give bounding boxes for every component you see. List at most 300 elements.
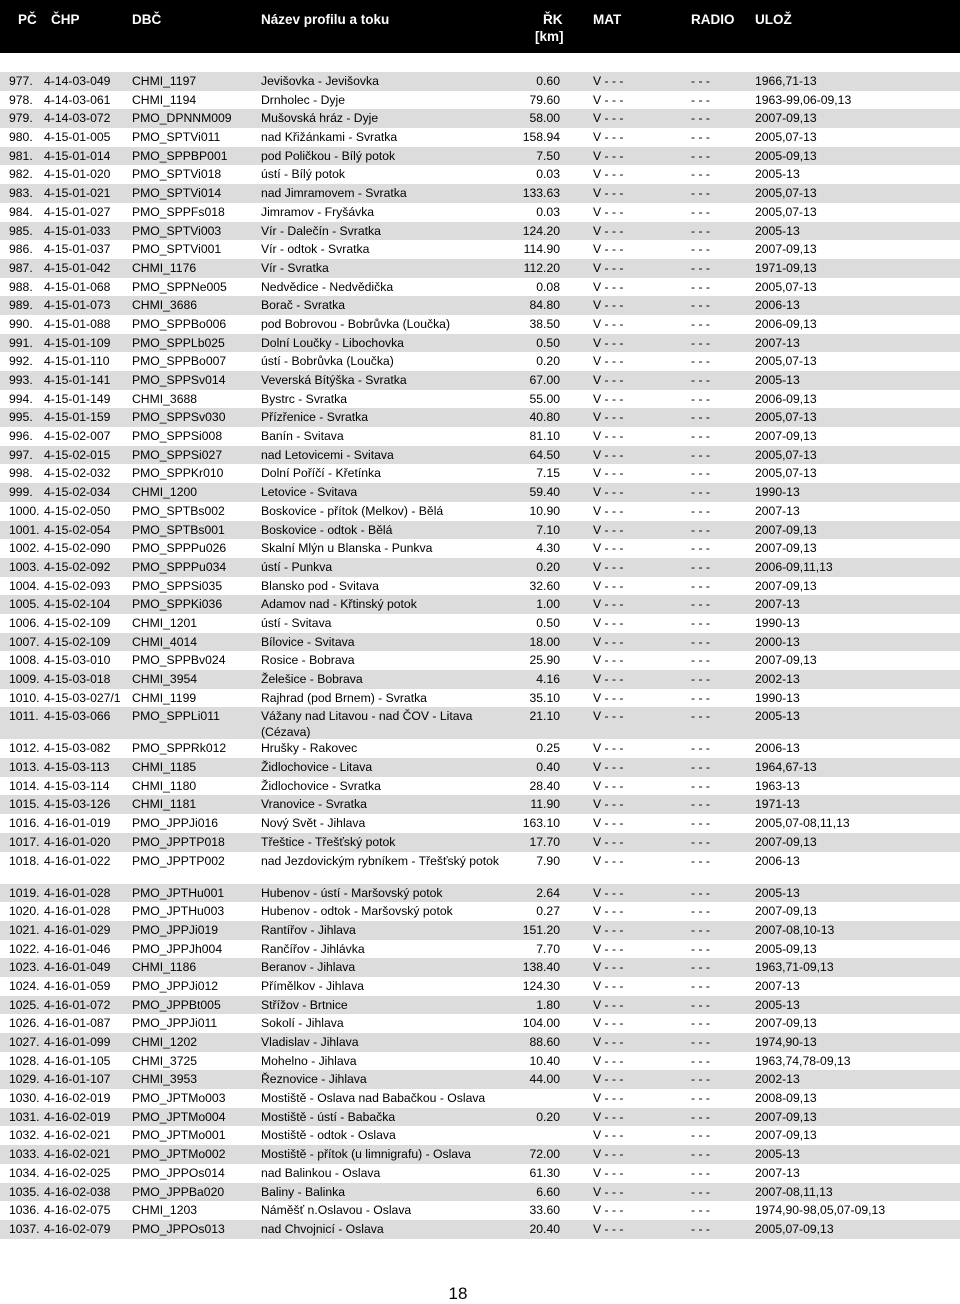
cell-radio: - - -: [691, 1203, 710, 1218]
cell-dbc: PMO_SPPNe005: [132, 279, 227, 294]
cell-nazev: Hubenov - ústí - Maršovský potok: [261, 885, 443, 900]
cell-pc: 993.: [9, 373, 33, 387]
cell-uloz: 2007-09,13: [755, 904, 817, 919]
cell-rk: 0.27: [536, 904, 560, 919]
header-rk-unit: [km]: [535, 29, 564, 44]
cell-nazev: Drnholec - Dyje: [261, 92, 345, 107]
cell-nazev: nad Jimramovem - Svratka: [261, 186, 407, 201]
cell-uloz: 2002-13: [755, 672, 800, 686]
cell-uloz: 2007-09,13: [755, 578, 817, 593]
cell-dbc: PMO_SPPLb025: [132, 335, 225, 350]
cell-chp: 4-14-03-061: [44, 92, 111, 107]
table-row: [0, 940, 960, 959]
cell-dbc: PMO_JPTMo004: [132, 1109, 226, 1124]
cell-dbc: PMO_SPPBP001: [132, 148, 228, 163]
cell-radio: - - -: [691, 223, 710, 238]
cell-uloz: 2005-13: [755, 885, 800, 900]
cell-dbc: PMO_JPPJh004: [132, 941, 223, 956]
cell-radio: - - -: [691, 373, 710, 387]
cell-chp: 4-14-03-072: [44, 111, 111, 126]
cell-chp: 4-16-02-019: [44, 1109, 111, 1124]
cell-radio: - - -: [691, 1165, 710, 1180]
cell-pc: 984.: [9, 204, 33, 219]
cell-rk: 124.20: [522, 223, 560, 238]
cell-mat: V - - -: [593, 559, 624, 574]
cell-chp: 4-15-01-149: [44, 391, 111, 406]
cell-rk: 0.25: [536, 741, 560, 756]
cell-radio: - - -: [691, 1053, 710, 1068]
cell-radio: - - -: [691, 503, 710, 518]
header-rk: ŘK: [543, 12, 563, 27]
cell-nazev: Letovice - Svitava: [261, 485, 358, 500]
cell-mat: V - - -: [593, 335, 624, 350]
cell-chp: 4-16-01-046: [44, 941, 111, 956]
cell-radio: - - -: [691, 242, 710, 257]
cell-nazev: Přízřenice - Svratka: [261, 410, 369, 425]
table-row: [0, 921, 960, 940]
cell-rk: 72.00: [529, 1147, 560, 1162]
cell-pc: 1006.: [9, 615, 40, 630]
cell-rk: 163.10: [522, 816, 560, 831]
table-row: [0, 203, 960, 222]
cell-chp: 4-15-02-109: [44, 615, 111, 630]
cell-mat: V - - -: [593, 298, 624, 313]
cell-rk: 0.40: [536, 760, 560, 775]
cell-dbc: CHMI_3953: [132, 1072, 198, 1087]
cell-pc: 1022.: [9, 941, 40, 956]
cell-dbc: PMO_SPPKi036: [132, 597, 223, 612]
cell-nazev: Bystrc - Svratka: [261, 391, 348, 406]
cell-dbc: PMO_SPPSv030: [132, 410, 226, 425]
cell-chp: 4-15-01-020: [44, 167, 111, 182]
table-row: [0, 577, 960, 596]
cell-pc: 986.: [9, 242, 33, 257]
cell-mat: V - - -: [593, 978, 624, 993]
cell-uloz: 1990-13: [755, 615, 800, 630]
table-header: [0, 0, 960, 53]
cell-radio: - - -: [691, 653, 710, 668]
cell-nazev: Bílovice - Svitava: [261, 634, 355, 649]
cell-nazev: nad Balinkou - Oslava: [261, 1165, 381, 1180]
cell-radio: - - -: [691, 797, 710, 812]
cell-dbc: PMO_SPTVi018: [132, 167, 222, 182]
cell-radio: - - -: [691, 1035, 710, 1049]
table-row: [0, 1183, 960, 1202]
cell-mat: V - - -: [593, 1221, 624, 1236]
cell-uloz: 2000-13: [755, 634, 800, 649]
cell-radio: - - -: [691, 672, 710, 686]
cell-uloz: 2007-09,13: [755, 541, 817, 556]
cell-pc: 1010.: [9, 690, 40, 705]
cell-radio: - - -: [691, 615, 710, 630]
cell-rk: 61.30: [529, 1165, 560, 1180]
cell-rk: 64.50: [529, 447, 560, 462]
cell-nazev: pod Poličkou - Bílý potok: [261, 148, 396, 163]
cell-chp: 4-15-03-113: [44, 760, 110, 775]
table-row: [0, 1070, 960, 1089]
cell-pc: 1028.: [9, 1053, 40, 1068]
cell-mat: V - - -: [593, 242, 624, 257]
cell-chp: 4-15-01-141: [44, 373, 111, 387]
table-row: [0, 1033, 960, 1052]
cell-chp: 4-16-02-038: [44, 1184, 111, 1199]
cell-chp: 4-15-02-054: [44, 522, 111, 537]
cell-radio: - - -: [691, 410, 710, 425]
cell-uloz: 2005-09,13: [755, 148, 817, 163]
cell-uloz: 2008-09,13: [755, 1091, 817, 1106]
cell-rk: 7.10: [536, 522, 560, 537]
cell-pc: 1005.: [9, 597, 40, 612]
cell-chp: 4-16-01-107: [44, 1072, 111, 1087]
cell-rk: 4.30: [536, 541, 560, 556]
cell-nazev: Nedvědice - Nedvědička: [261, 279, 394, 294]
cell-pc: 1012.: [9, 741, 40, 756]
cell-rk: 11.90: [530, 797, 560, 812]
cell-uloz: 2006-09,13: [755, 316, 817, 331]
cell-radio: - - -: [691, 1221, 710, 1236]
cell-pc: 978.: [9, 92, 33, 107]
table-row: [0, 777, 960, 796]
cell-rk: 4.16: [536, 672, 560, 686]
cell-nazev: Jimramov - Fryšávka: [261, 204, 375, 219]
cell-uloz: 1974,90-98,05,07-09,13: [755, 1203, 886, 1218]
cell-radio: - - -: [691, 279, 710, 294]
table-row: [0, 1126, 960, 1145]
cell-pc: 977.: [9, 74, 33, 88]
table-row: [0, 833, 960, 852]
header-pc: PČ: [18, 12, 37, 27]
cell-mat: V - - -: [593, 429, 624, 444]
cell-nazev: Skalní Mlýn u Blanska - Punkva: [261, 541, 433, 556]
cell-radio: - - -: [691, 760, 710, 775]
cell-dbc: CHMI_1194: [132, 92, 197, 107]
cell-pc: 994.: [9, 391, 33, 406]
cell-uloz: 2005,07-13: [755, 447, 817, 462]
cell-rk: 20.40: [529, 1221, 560, 1236]
cell-pc: 1001.: [9, 522, 40, 537]
cell-radio: - - -: [691, 741, 710, 756]
cell-nazev: Náměšť n.Oslavou - Oslava: [261, 1203, 412, 1218]
cell-uloz: 2005,07-13: [755, 279, 817, 294]
table-row: [0, 1145, 960, 1164]
cell-chp: 4-15-01-042: [44, 260, 111, 275]
cell-mat: V - - -: [593, 778, 624, 793]
cell-rk: 7.70: [536, 941, 560, 956]
cell-nazev: Přímělkov - Jihlava: [261, 978, 364, 993]
cell-rk: 0.50: [536, 615, 560, 630]
cell-uloz: 2006-09,13: [755, 391, 817, 406]
cell-nazev: Želešice - Bobrava: [261, 672, 363, 686]
table-row: [0, 614, 960, 633]
cell-dbc: CHMI_3688: [132, 391, 198, 406]
cell-chp: 4-15-03-082: [44, 741, 111, 756]
cell-radio: - - -: [691, 429, 710, 444]
cell-chp: 4-15-02-015: [44, 447, 111, 462]
cell-pc: 1021.: [9, 922, 40, 937]
cell-dbc: CHMI_1181: [132, 797, 197, 812]
cell-nazev: Vážany nad Litavou - nad ČOV - Litava (Cézava): [261, 709, 473, 740]
cell-uloz: 2006-13: [755, 741, 800, 756]
cell-radio: - - -: [691, 74, 710, 88]
cell-radio: - - -: [691, 1072, 710, 1087]
table-row: [0, 521, 960, 540]
cell-rk: 0.50: [536, 335, 560, 350]
cell-dbc: PMO_SPPPu034: [132, 559, 227, 574]
cell-nazev: ústí - Svitava: [261, 615, 332, 630]
cell-rk: 114.90: [523, 242, 560, 257]
cell-dbc: CHMI_1199: [132, 690, 197, 705]
cell-uloz: 2007-09,13: [755, 242, 817, 257]
table-row: [0, 334, 960, 353]
cell-nazev: Mostiště - přítok (u limnigrafu) - Oslava: [261, 1147, 471, 1162]
cell-mat: V - - -: [593, 760, 624, 775]
cell-rk: 0.03: [536, 167, 560, 182]
cell-rk: 2.64: [536, 885, 560, 900]
table-row: [0, 72, 960, 91]
cell-chp: 4-16-02-079: [44, 1221, 111, 1236]
cell-uloz: 2005,07-13: [755, 410, 817, 425]
table-row: [0, 427, 960, 446]
cell-dbc: PMO_SPPPu026: [132, 541, 227, 556]
cell-nazev: Mostiště - Oslava nad Babačkou - Oslava: [261, 1091, 486, 1106]
cell-mat: V - - -: [593, 578, 624, 593]
cell-nazev: Blansko pod - Svitava: [261, 578, 379, 593]
cell-rk: 104.00: [522, 1016, 560, 1031]
cell-nazev: nad Chvojnicí - Oslava: [261, 1221, 384, 1236]
cell-radio: - - -: [691, 597, 710, 612]
cell-pc: 987.: [9, 260, 33, 275]
cell-uloz: 2005,07-13: [755, 354, 817, 369]
table-row: [0, 147, 960, 166]
cell-mat: V - - -: [593, 1053, 624, 1068]
cell-pc: 996.: [9, 429, 33, 444]
cell-nazev: Třeštice - Třešťský potok: [261, 834, 396, 849]
table-row: [0, 446, 960, 465]
cell-nazev: Adamov nad - Křtinský potok: [261, 597, 417, 612]
cell-mat: V - - -: [593, 204, 624, 219]
cell-chp: 4-16-02-021: [44, 1147, 111, 1162]
cell-chp: 4-16-01-059: [44, 978, 111, 993]
table-row: [0, 1201, 960, 1220]
cell-chp: 4-15-01-088: [44, 316, 111, 331]
cell-radio: - - -: [691, 885, 710, 900]
cell-mat: V - - -: [593, 653, 624, 668]
table-row: [0, 996, 960, 1015]
cell-uloz: 1964,67-13: [755, 760, 817, 775]
cell-uloz: 2005,07-13: [755, 130, 817, 145]
cell-pc: 1011.: [9, 709, 39, 724]
cell-dbc: CHMI_3954: [132, 672, 198, 686]
table-row: [0, 739, 960, 758]
table-row: [0, 884, 960, 903]
cell-radio: - - -: [691, 922, 710, 937]
cell-dbc: PMO_SPPSv014: [132, 373, 226, 387]
cell-rk: 35.10: [529, 690, 560, 705]
cell-pc: 1029.: [9, 1072, 40, 1087]
cell-chp: 4-15-01-037: [44, 242, 111, 257]
cell-chp: 4-16-01-072: [44, 997, 111, 1012]
cell-pc: 1027.: [9, 1035, 40, 1049]
cell-pc: 1024.: [9, 978, 40, 993]
cell-dbc: PMO_SPPFs018: [132, 204, 225, 219]
cell-pc: 1015.: [9, 797, 40, 812]
cell-radio: - - -: [691, 522, 710, 537]
table-row: [0, 595, 960, 614]
cell-pc: 991.: [9, 335, 33, 350]
table-row: [0, 128, 960, 147]
cell-nazev: Vladislav - Jihlava: [261, 1035, 359, 1049]
cell-dbc: PMO_JPTHu003: [132, 904, 225, 919]
cell-dbc: PMO_SPPSi035: [132, 578, 223, 593]
cell-pc: 1017.: [9, 834, 40, 849]
cell-chp: 4-16-01-028: [44, 885, 111, 900]
cell-pc: 1032.: [9, 1128, 40, 1143]
cell-nazev: Rajhrad (pod Brnem) - Svratka: [261, 690, 427, 705]
cell-nazev: pod Bobrovou - Bobrůvka (Loučka): [261, 316, 451, 331]
cell-nazev: Jevišovka - Jevišovka: [261, 74, 379, 88]
cell-dbc: PMO_SPTBs001: [132, 522, 225, 537]
cell-pc: 982.: [9, 167, 33, 182]
cell-dbc: PMO_JPTMo002: [132, 1147, 226, 1162]
cell-pc: 989.: [9, 298, 33, 313]
cell-pc: 1000.: [9, 503, 40, 518]
cell-rk: 133.63: [522, 186, 560, 201]
cell-radio: - - -: [691, 335, 710, 350]
table-row: [0, 483, 960, 502]
cell-nazev: Banín - Svitava: [261, 429, 344, 444]
cell-rk: 0.60: [536, 74, 560, 88]
table-row: [0, 408, 960, 427]
cell-dbc: PMO_SPPBo007: [132, 354, 227, 369]
cell-radio: - - -: [691, 447, 710, 462]
cell-nazev: Židlochovice - Litava: [261, 760, 373, 775]
cell-mat: V - - -: [593, 834, 624, 849]
cell-dbc: PMO_SPTVi001: [132, 242, 222, 257]
cell-dbc: PMO_JPTMo001: [132, 1128, 226, 1143]
header-chp: ČHP: [51, 12, 80, 27]
cell-dbc: PMO_JPPJi011: [132, 1016, 218, 1031]
cell-uloz: 2005-13: [755, 997, 800, 1012]
cell-nazev: Sokolí - Jihlava: [261, 1016, 344, 1031]
cell-chp: 4-15-03-114: [44, 778, 110, 793]
cell-rk: 59.40: [529, 485, 560, 500]
cell-pc: 1034.: [9, 1165, 40, 1180]
cell-mat: V - - -: [593, 447, 624, 462]
cell-radio: - - -: [691, 391, 710, 406]
cell-mat: V - - -: [593, 503, 624, 518]
cell-rk: 40.80: [529, 410, 560, 425]
cell-mat: V - - -: [593, 1072, 624, 1087]
cell-nazev: Vír - Dalečín - Svratka: [261, 223, 381, 238]
cell-radio: - - -: [691, 978, 710, 993]
cell-rk: 79.60: [529, 92, 560, 107]
cell-chp: 4-16-01-099: [44, 1035, 111, 1049]
cell-dbc: CHMI_1197: [132, 74, 197, 88]
cell-radio: - - -: [691, 260, 710, 275]
cell-nazev: Rantířov - Jihlava: [261, 922, 356, 937]
table-row: [0, 539, 960, 558]
cell-dbc: PMO_JPPBa020: [132, 1184, 225, 1199]
cell-dbc: PMO_SPPBo006: [132, 316, 227, 331]
cell-mat: V - - -: [593, 316, 624, 331]
table-row: [0, 795, 960, 814]
cell-uloz: 2005-13: [755, 373, 800, 387]
cell-pc: 980.: [9, 130, 33, 145]
cell-chp: 4-15-01-110: [44, 354, 110, 369]
cell-chp: 4-16-02-021: [44, 1128, 111, 1143]
cell-radio: - - -: [691, 111, 710, 126]
cell-nazev: Vranovice - Svratka: [261, 797, 367, 812]
cell-uloz: 2002-13: [755, 1072, 800, 1087]
cell-rk: 0.03: [536, 204, 560, 219]
cell-dbc: CHMI_3725: [132, 1053, 198, 1068]
table-row: [0, 1052, 960, 1071]
cell-chp: 4-16-02-025: [44, 1165, 111, 1180]
cell-dbc: CHMI_1180: [132, 778, 197, 793]
cell-pc: 1018.: [9, 853, 40, 868]
cell-chp: 4-15-01-021: [44, 186, 111, 201]
cell-rk: 84.80: [529, 298, 560, 313]
cell-uloz: 2007-13: [755, 1165, 800, 1180]
cell-mat: V - - -: [593, 167, 624, 182]
cell-nazev: Mostiště - ústí - Babačka: [261, 1109, 396, 1124]
cell-chp: 4-16-01-028: [44, 904, 111, 919]
cell-nazev: Rosice - Bobrava: [261, 653, 355, 668]
cell-dbc: CHMI_1203: [132, 1203, 198, 1218]
cell-uloz: 2007-09,13: [755, 653, 817, 668]
cell-uloz: 2005,07-13: [755, 186, 817, 201]
cell-nazev: Beranov - Jihlava: [261, 960, 356, 975]
cell-dbc: PMO_JPPTP018: [132, 834, 225, 849]
cell-rk: 0.20: [536, 354, 560, 369]
cell-pc: 1014.: [9, 778, 40, 793]
cell-rk: 32.60: [529, 578, 560, 593]
cell-nazev: Veverská Bítýška - Svratka: [261, 373, 407, 387]
table-row: [0, 464, 960, 483]
header-nazev: Název profilu a toku: [261, 12, 390, 27]
cell-radio: - - -: [691, 816, 710, 831]
cell-mat: V - - -: [593, 634, 624, 649]
cell-pc: 1025.: [9, 997, 40, 1012]
cell-mat: V - - -: [593, 1128, 624, 1143]
cell-radio: - - -: [691, 690, 710, 705]
cell-rk: 124.30: [522, 978, 560, 993]
cell-radio: - - -: [691, 130, 710, 145]
cell-uloz: 2006-13: [755, 298, 800, 313]
cell-mat: V - - -: [593, 466, 624, 481]
cell-chp: 4-15-03-010: [44, 653, 111, 668]
cell-mat: V - - -: [593, 885, 624, 900]
cell-pc: 999.: [9, 485, 33, 500]
cell-mat: V - - -: [593, 485, 624, 500]
cell-dbc: PMO_SPPRk012: [132, 741, 227, 756]
cell-uloz: 1963,74,78-09,13: [755, 1053, 851, 1068]
cell-rk: 33.60: [529, 1203, 560, 1218]
table-row: [0, 977, 960, 996]
cell-chp: 4-14-03-049: [44, 74, 111, 88]
cell-pc: 1026.: [9, 1016, 40, 1031]
table-row: [0, 502, 960, 521]
table-row: [0, 651, 960, 670]
cell-pc: 1033.: [9, 1147, 40, 1162]
cell-rk: 88.60: [529, 1035, 560, 1049]
cell-uloz: 2005-13: [755, 709, 800, 724]
cell-mat: V - - -: [593, 615, 624, 630]
cell-chp: 4-16-02-075: [44, 1203, 111, 1218]
cell-mat: V - - -: [593, 522, 624, 537]
cell-chp: 4-15-02-104: [44, 597, 111, 612]
cell-uloz: 2007-09,13: [755, 111, 817, 126]
